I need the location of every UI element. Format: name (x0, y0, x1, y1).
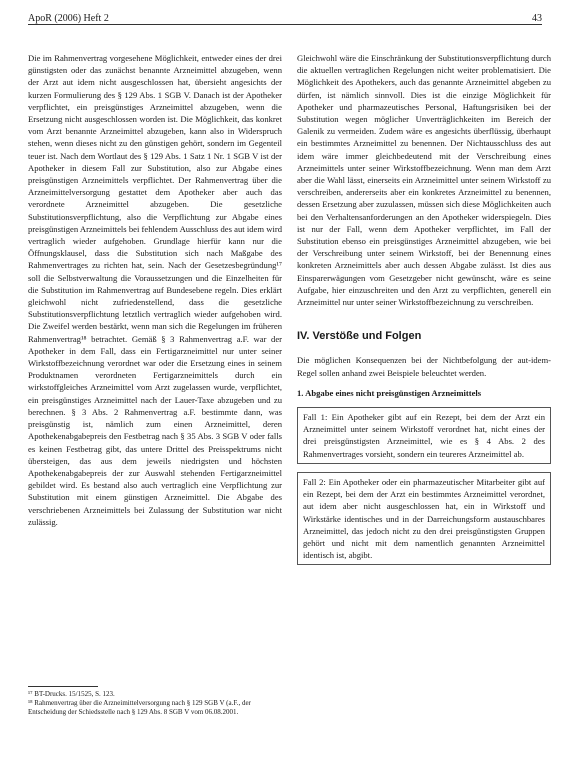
right-column (297, 52, 551, 565)
body-paragraph: Gleichwohl wäre die Einschränkung der Substitutionsverpflichtung durch die aktuellen vertraglichen Regelungen nicht weiter problematisiert. Die Möglichkeit des Apothekers, auch das genannte Arzneimittel abgeben zu dürfen, ist nämlich sinnvoll. Dies ist die einzige Möglichkeit für Apotheker und pharmazeutisches Personal, Haftungsrisiken bei der Substitution wegen möglicher Unverträglichkeiten im Bereich der Galenik zu vermeiden. Zudem wäre es angesichts überflüssig, überhaupt ein bestimmtes Arzneimittel zu benennen. Der Nichtausschluss des aut idem wäre immer gleichbedeutend mit der Verschreibung eines Arzneimittels unter seiner Wirkstoffbezeichnung. Wenn man dem Arzt aber die Wahl lässt, einerseits ein Arzneimittel unter seinem Wirkstoff zu verschreiben, andererseits aber ein konkretes Arzneimittel zu benennen, dessen Ersetzung aber zuzulassen, müssen sich diese Möglichkeiten auch bei den Verhaltensanforderungen an den Apotheker widerspiegeln. Dies ist nur der Fall, wenn dem Apotheker verpflichtet, im Fall der Substitution ebenso ein preisgünstiges Arzneimittel abzugeben, wie bei der Verschreibung unter seinem Wirkstoff, bei der Benennung eines konkreten Arzneimittels aber auch dessen Abgabe zulässt. Ist dies aus Einsparerwägungen vom Gesetzgeber nicht gewünscht, wäre es seine Aufgabe, hier einzuschreiten und den Arzt zu verpflichten, generell ein Arzneimittel nur unter seiner Wirkstoffbezeichnung zu verschreiben. (297, 53, 551, 308)
section-heading: IV. Verstöße und Folgen (297, 330, 422, 343)
case-box (297, 407, 551, 464)
section-intro: Die möglichen Konsequenzen bei der Nichtbefolgung der aut-idem-Regel sollen anhand zwei Beispiele beleuchtet werden. (297, 355, 551, 378)
journal-title: ApoR (2006) Heft 2 (28, 13, 109, 24)
footnote: ¹⁸ Rahmenvertrag über die Arzneimittelversorgung nach § 129 SGB V (a.F., der Entscheidung der Schiedsstelle nach § 129 Abs. 8 SGB V vom 06.08.2001. (28, 699, 251, 716)
case-text: Fall 2: Ein Apotheker oder ein pharmazeutischer Mitarbeiter gibt auf ein Rezept, bei dem der Arzt ein bestimmtes Arzneimittel verordnet, aut idem aber nicht ausgeschlossen hat, ein in Wirkstoff und Wirkstärke identisches und in der Darreichungsform austauschbares Arzneimittel, das jedoch nicht zu den drei preisgünstigsten Gruppen gehört und nicht mit dem namentlich genannten Arzneimittel identisch ist, abgibt. (303, 476, 545, 561)
footnotes (28, 686, 282, 717)
footnote: ¹⁷ BT-Drucks. 15/1525, S. 123. (28, 690, 115, 698)
case-text: Fall 1: Ein Apotheker gibt auf ein Rezept, bei dem der Arzt ein Arzneimittel unter seinem Wirkstoff verordnet hat, nicht eines der drei preisgünstigsten Arzneimittel, wie es § 4 Abs. 2 des Rahmenvertrages vorsieht, sondern ein teureres Arzneimittel ab. (303, 412, 545, 459)
page-number: 43 (532, 13, 542, 24)
page-header (28, 6, 542, 25)
case-box (297, 472, 551, 565)
subsection-heading: 1. Abgabe eines nicht preisgünstigen Arzneimittels (297, 387, 482, 398)
footnote-rule (28, 686, 98, 687)
body-paragraph: Die im Rahmenvertrag vorgesehene Möglichkeit, entweder eines der drei günstigsten oder das zunächst benannte Arzneimittel abzugeben, wenn der Arzt aut idem nicht ausgeschlossen hat, übersieht angesichts der kurzen Formulierung des § 129 Abs. 1 SGB V. Danach ist der Apotheker verpflichtet, ein preisgünstiges Arzneimittel abzugeben, wenn die Ersetzung nicht ausgeschlossen worden ist. Die Möglichkeit, das konkret vom Arzt benannte Arzneimittel abzugeben, kann also in Widerspruch stehen, wenn dieses nicht zu den günstigen gehört, sondern im Gegenteil teuer ist. Nach dem Wortlaut des § 129 Abs. 1 Satz 1 Nr. 1 SGB V ist der Apotheker in diesem Fall zur Substitution, also zur Abgabe eines preisgünstigen Arzneimittels verpflichtet. Der Rahmenvertrag über die Arzneimittelversorgung gestattet dem Apotheker aber auch das verordnete Arzneimittel abzugeben. Die gesetzliche Substitutionsverpflichtung, also die Verpflichtung zur Abgabe eines preisgünstigen Arzneimittels bei fehlendem Ausschluss des aut idem wird vertraglich wieder aufgehoben. Grundlage hierfür kann nur die Öffnungsklausel, dass die Substitution sich nach Maßgabe des Rahmenvertrages zu richten hat, sein. Nach der Gesetzesbegründung¹⁷ soll die Selbstverwaltung die Voraussetzungen und die Einzelheiten für die Substitution im Rahmenvertrag auf Bundesebene regeln. Dies erklärt gleichwohl nicht zufriedenstellend, dass die gesetzliche Substitutionsverpflichtung letztlich vertraglich wieder aufgehoben wird. Die Zweifel werden bestärkt, wenn man sich die Regelungen im früheren Rahmenvertrag¹⁸ betrachtet. Gemäß § 3 Rahmenvertrag a.F. war der Apotheker in dem Fall, dass ein Fertigarzneimittel nur unter seiner Wirkstoffbezeichnung verordnet war oder die Ersetzung eines in seinem Produktnamen verordneten Fertigarzneimittels durch ein wirkstoffgleiches Arzneimittel vom Arzt zugelassen wurde, verpflichtet, ein preisgünstiges Arzneimittel nach der Lauer-Taxe abzugeben und zu berechnen. § 3 Abs. 2 Rahmenvertrag a.F. bestimmte dann, was preisgünstig ist, nämlich zum einen Arzneimittel, deren Apothekenabgabepreis den Festbetrag nach § 35 Abs. 3 SGB V oder falls es keinen Festbetrag gibt, das untere Drittel des Preisspektrums nicht übersteigen, das aus dem jeweils niedrigsten und höchsten Apothekenabgabepreis der zur Auswahl stehenden Fertigarzneimittel gebildet wird. Es bestand also auch vertraglich eine Verpflichtung zur Substitution mit einem günstigen Arzneimittel. Die Abgabe des verschriebenen Arzneimittels bei Zulassung der Substitution war nicht zulässig. (28, 53, 282, 527)
left-column (28, 52, 282, 528)
